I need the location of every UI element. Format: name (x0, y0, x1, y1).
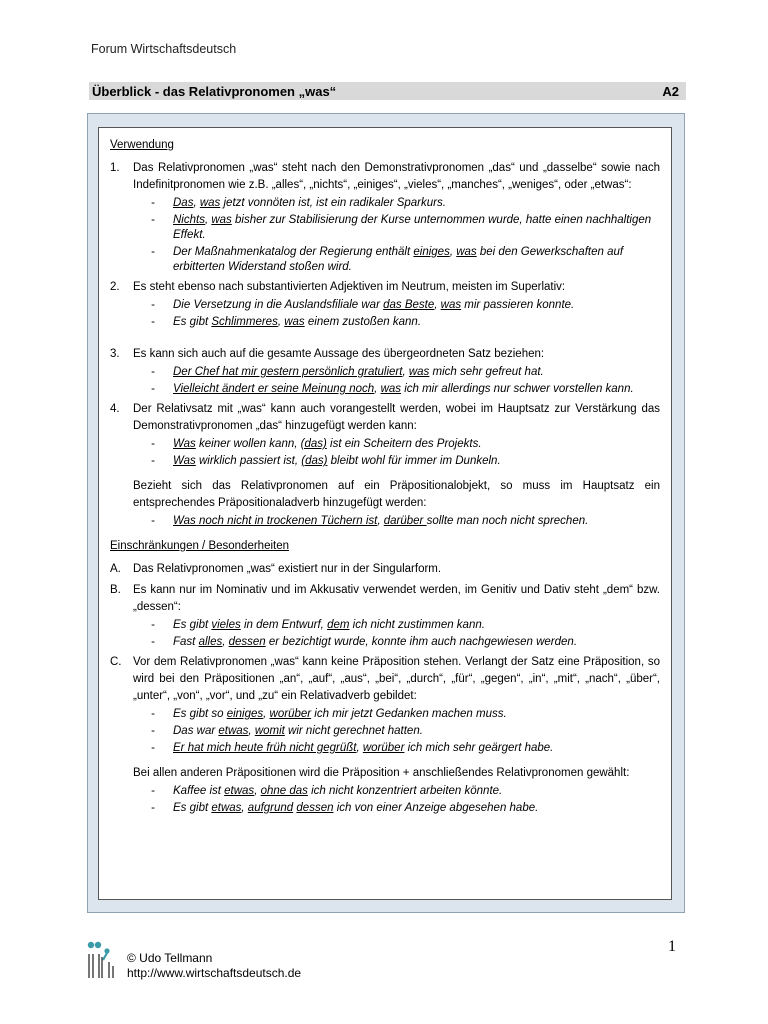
item-text: Vor dem Relativpronomen „was“ kann keine Präposition stehen. Verlangt der Satz eine Präposition, so wird bei den Präpositionen „an“, „auf“, „aus“, „bei“, „durch“, „für“, „gegen“, „in“, „mit“, „nach“, „über“, „unter“, „von“, „vor“, und „zu“ ein Relativadverb gebildet: (133, 656, 660, 702)
item-text: Es kann sich auch auf die gesamte Aussage des übergeordneten Satz beziehen: (133, 348, 545, 360)
wirtschaftsdeutsch-logo-icon (85, 940, 121, 980)
dash-bullet: - (151, 802, 155, 814)
example-line: - Das, was jetzt vonnöten ist, ist ein radikaler Sparkurs. (133, 196, 660, 211)
item-text: Es steht ebenso nach substantivierten Adjektiven im Neutrum, meisten im Superlativ: (133, 281, 566, 293)
example-line: - Die Versetzung in die Auslandsfiliale war das Beste, was mir passieren konnte. (133, 298, 660, 313)
example-line: - Das war etwas, womit wir nicht gerechnet hatten. (133, 724, 660, 739)
example-line: - Was noch nicht in trockenen Tüchern ist, darüber sollte man noch nicht sprechen. (133, 514, 660, 529)
dash-bullet: - (151, 299, 155, 311)
section-heading-besonderheiten: Einschränkungen / Besonderheiten (110, 540, 290, 552)
dash-bullet: - (151, 515, 155, 527)
item-number: A. (110, 563, 121, 575)
example-line: - Es gibt Schlimmeres, was einem zustoßen kann. (133, 315, 660, 330)
example-line: - Was keiner wollen kann, (das) ist ein Scheitern des Projekts. (133, 437, 660, 452)
list-item-c (110, 654, 660, 816)
item-number: 1. (110, 162, 120, 174)
item-note: Bezieht sich das Relativpronomen auf ein Präpositionalobjekt, so muss im Hauptsatz ein entsprechendes Präpositionaladverb hinzugefügt werden: (133, 480, 660, 509)
list-item-3 (110, 346, 660, 397)
list-item-1 (110, 160, 660, 275)
example-line: - Fast alles, dessen er bezichtigt wurde, konnte ihm auch nachgewiesen werden. (133, 635, 660, 650)
dash-bullet: - (151, 785, 155, 797)
title-bar (89, 82, 686, 100)
example-line: - Es gibt so einiges, worüber ich mir jetzt Gedanken machen muss. (133, 707, 660, 722)
item-number: 2. (110, 281, 120, 293)
item-number: 4. (110, 403, 120, 415)
dash-bullet: - (151, 742, 155, 754)
dash-bullet: - (151, 197, 155, 209)
document-title: Überblick - das Relativpronomen „was“ (92, 83, 337, 99)
item-text: Das Relativpronomen „was“ steht nach den Demonstrativpronomen „das“ und „dasselbe“ sowie nach Indefinitpronomen wie z.B. „alles“, „nichts“, „einiges“, „vieles“, „manches“, „weniges“, oder „etwas“: (133, 162, 660, 191)
item-text: Das Relativpronomen „was“ existiert nur in der Singularform. (133, 563, 442, 575)
list-item-a (110, 561, 660, 578)
example-line: - Nichts, was bisher zur Stabilisierung der Kurse unternommen wurde, hatte einen nachhaltigen Effekt. (133, 213, 660, 243)
copyright: © Udo Tellmann (127, 951, 213, 965)
page-number: 1 (668, 938, 676, 955)
list-item-b (110, 582, 660, 650)
item-text: Der Relativsatz mit „was“ kann auch vorangestellt werden, wobei im Hauptsatz zur Verstärkung das Demonstrativpronomen „das“ hinzugefügt werden kann: (133, 403, 660, 432)
site-header: Forum Wirtschaftsdeutsch (91, 42, 237, 56)
dash-bullet: - (151, 438, 155, 450)
example-line: - Es gibt vieles in dem Entwurf, dem ich nicht zustimmen kann. (133, 618, 660, 633)
item-number: C. (110, 656, 122, 668)
section-heading-verwendung: Verwendung (110, 139, 174, 151)
example-line: - Der Maßnahmenkatalog der Regierung enthält einiges, was bei den Gewerkschaften auf erbitterten Widerstand stoßen wird. (133, 245, 660, 275)
dash-bullet: - (151, 708, 155, 720)
example-line: - Vielleicht ändert er seine Meinung noch, was ich mir allerdings nur schwer vorstellen kann. (133, 382, 660, 397)
content (110, 137, 660, 816)
list-item-2 (110, 279, 660, 330)
dash-bullet: - (151, 383, 155, 395)
dash-bullet: - (151, 619, 155, 631)
dash-bullet: - (151, 316, 155, 328)
dash-bullet: - (151, 246, 155, 258)
item-number: 3. (110, 348, 120, 360)
example-line: - Er hat mich heute früh nicht gegrüßt, worüber ich mich sehr geärgert habe. (133, 741, 660, 756)
website-url: http://www.wirtschaftsdeutsch.de (127, 966, 302, 980)
level-badge: A2 (662, 83, 679, 99)
list-item-4 (110, 401, 660, 529)
example-line: - Es gibt etwas, aufgrund dessen ich von einer Anzeige abgesehen habe. (133, 801, 660, 816)
dash-bullet: - (151, 725, 155, 737)
dash-bullet: - (151, 455, 155, 467)
example-line: - Was wirklich passiert ist, (das) bleibt wohl für immer im Dunkeln. (133, 454, 660, 469)
dash-bullet: - (151, 636, 155, 648)
item-note: Bei allen anderen Präpositionen wird die Präposition + anschließendes Relativpronomen gewählt: (133, 767, 630, 779)
dash-bullet: - (151, 214, 155, 226)
footer (127, 951, 301, 981)
example-line: - Der Chef hat mir gestern persönlich gratuliert, was mich sehr gefreut hat. (133, 365, 660, 380)
item-number: B. (110, 584, 121, 596)
dash-bullet: - (151, 366, 155, 378)
example-line: - Kaffee ist etwas, ohne das ich nicht konzentriert arbeiten könnte. (133, 784, 660, 799)
item-text: Es kann nur im Nominativ und im Akkusativ verwendet werden, im Genitiv und Dativ steht „dem“ bzw. „dessen“: (133, 584, 660, 613)
